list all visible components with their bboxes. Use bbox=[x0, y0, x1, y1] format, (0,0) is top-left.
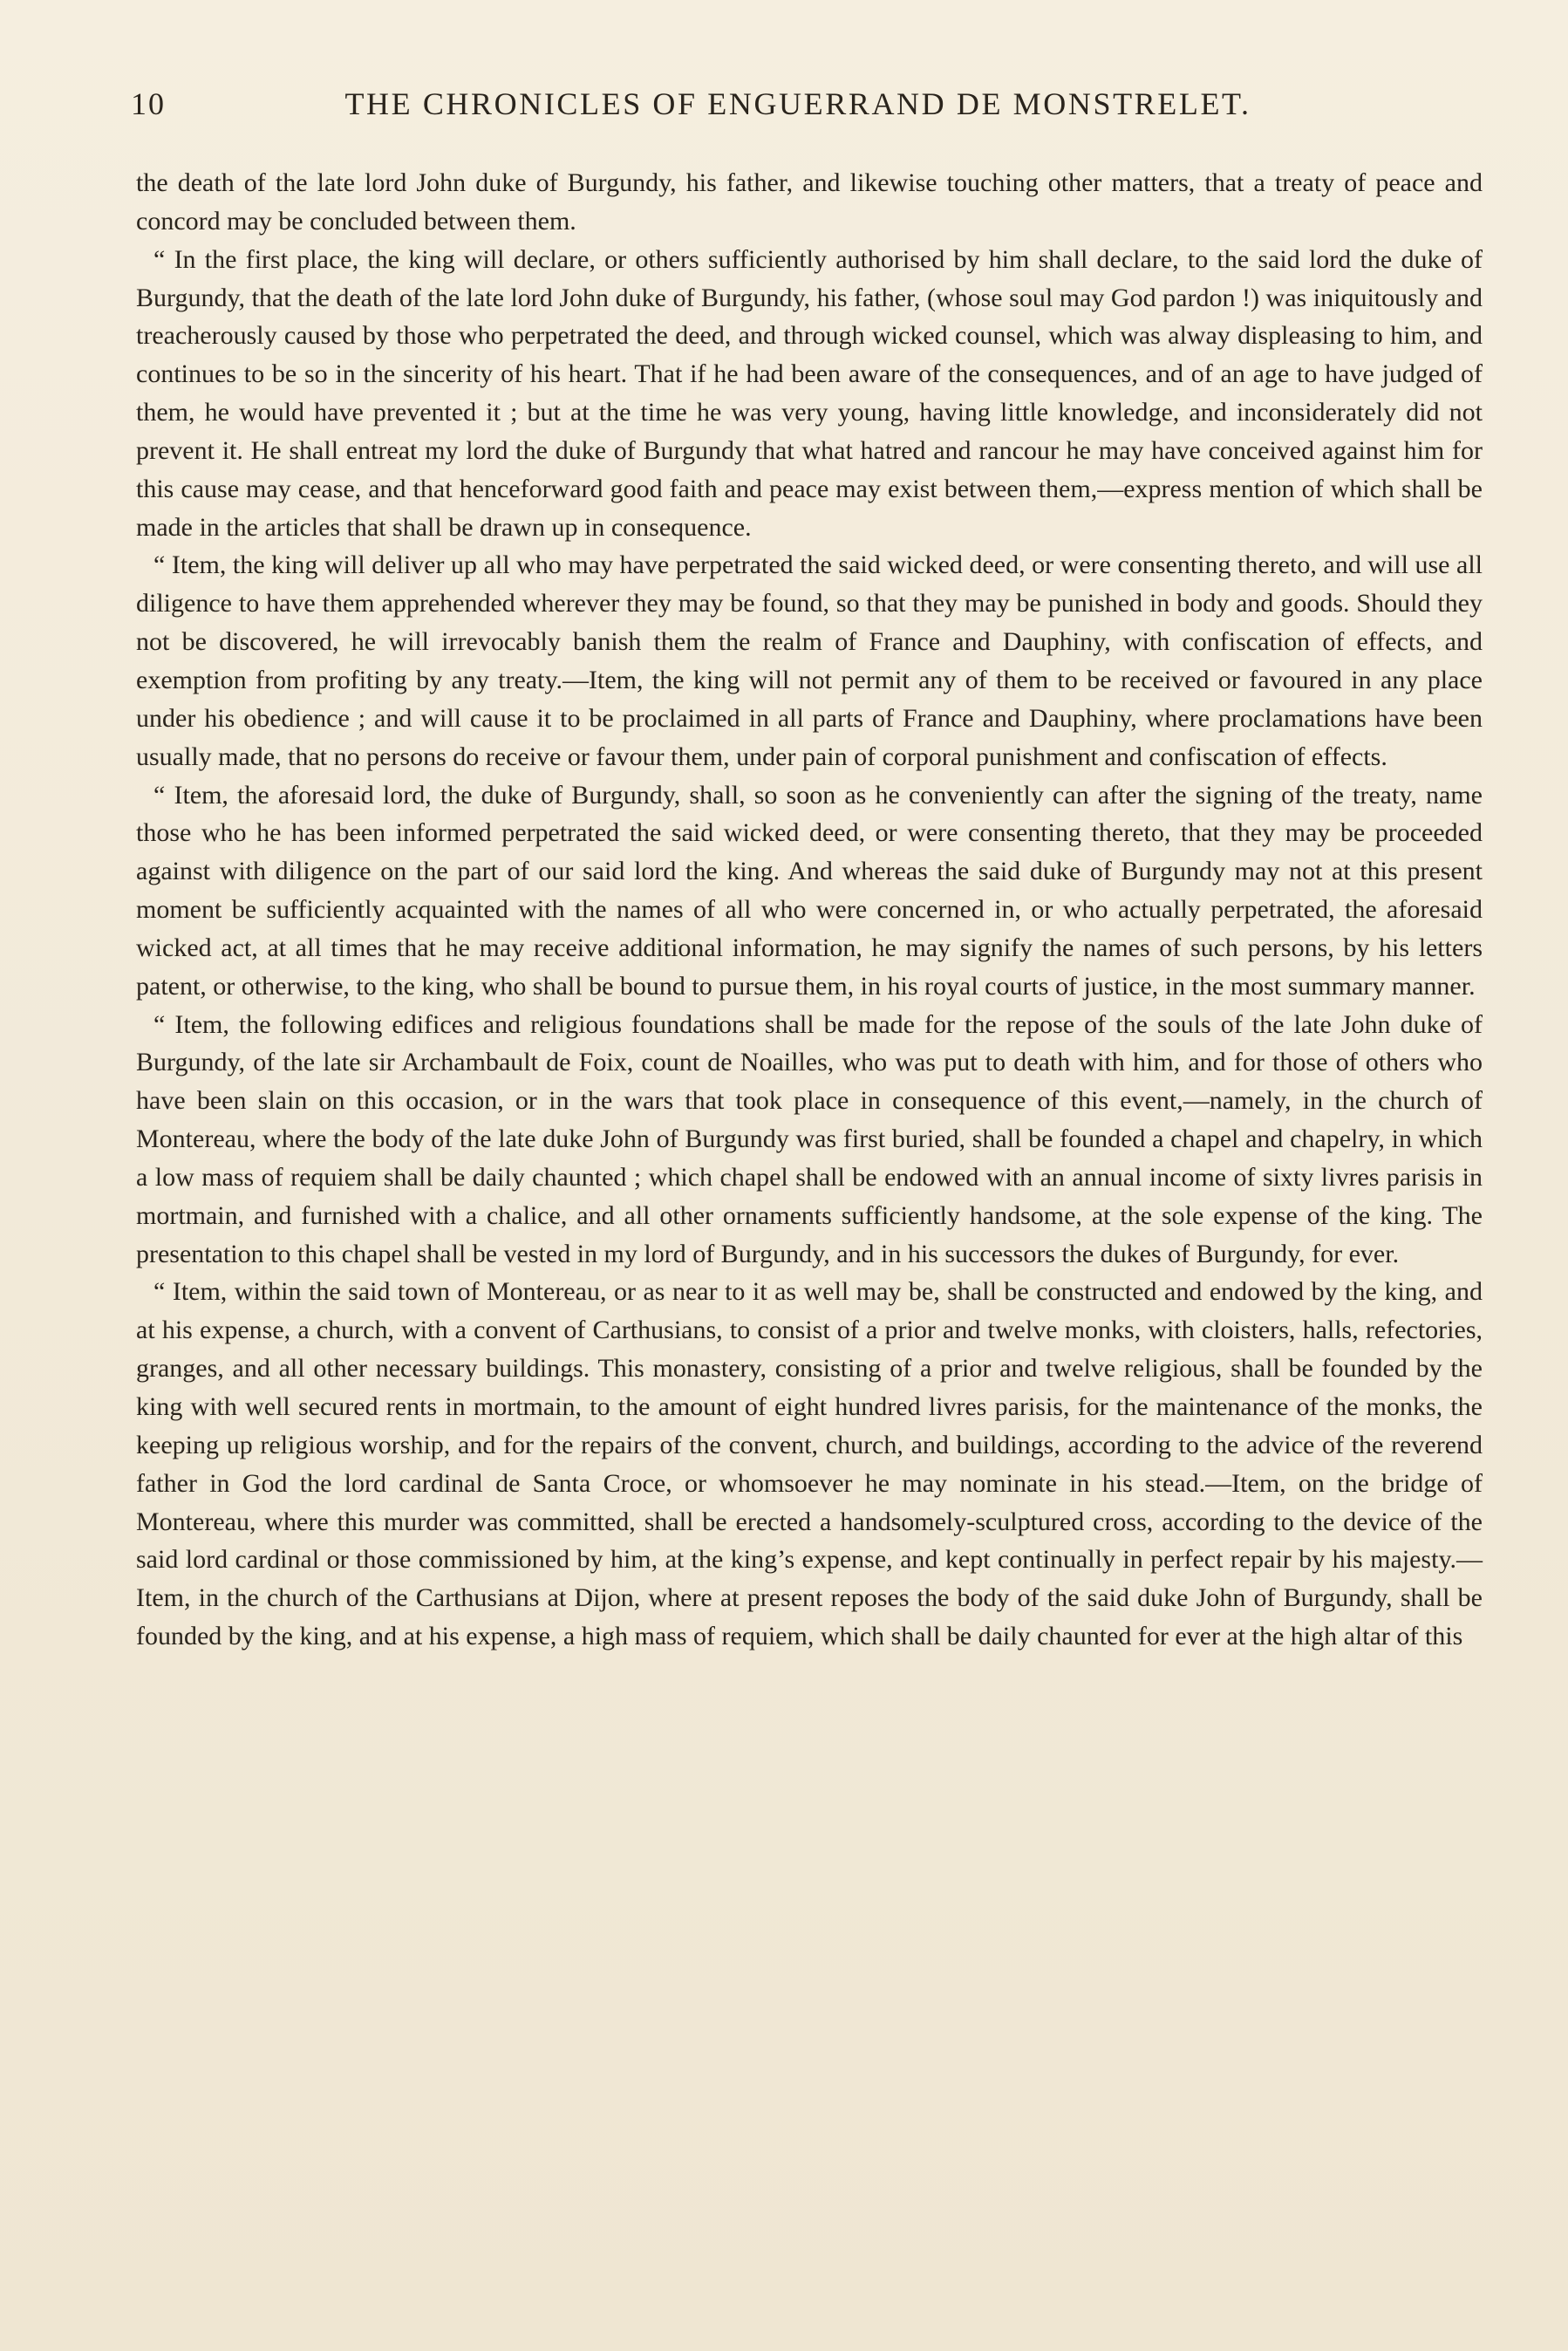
running-title: THE CHRONICLES OF ENGUERRAND DE MONSTRELET. bbox=[344, 86, 1251, 121]
paragraph-continuation: the death of the late lord John duke of Burgundy, his father, and likewise touching other matters, that a treaty of peace and concord may be concluded between them. bbox=[136, 168, 1483, 236]
paragraph-item-montereau-church: “ Item, within the said town of Montereau, or as near to it as well may be, shall be constructed and endowed by the king, and at his expense, a church, with a convent of Carthusians, to consist of a prior and twelve monks, with cloisters, halls, refectories, granges, and all other necessary buildings. This monastery, consisting of a prior and twelve religious, shall be founded by the king with well secured rents in mortmain, to the amount of eight hundred livres parisis, for the maintenance of the monks, the keeping up religious worship, and for the repairs of the convent, church, and buildings, according to the advice of the reverend father in God the lord cardinal de Santa Croce, or whomsoever he may nominate in his stead.—Item, on the bridge of Montereau, where this murder was committed, shall be erected a handsomely-sculptured cross, according to the device of the said lord cardinal or those commissioned by him, at the king’s expense, and kept continually in perfect repair by his majesty.—Item, in the church of the Carthusians at Dijon, where at present reposes the body of the said duke John of Burgundy, shall be founded by the king, and at his expense, a high mass of requiem, which shall be daily chaunted for ever at the high altar of this bbox=[136, 1277, 1483, 1651]
paragraph-item-foundations: “ Item, the following edifices and religious foundations shall be made for the repose of the souls of the late John duke of Burgundy, of the late sir Archambault de Foix, count de Noailles, who was put to death with him, and for those of others who have been slain on this occasion, or in the wars that took place in consequence of this event,—namely, in the church of Montereau, where the body of the late duke John of Burgundy was first buried, shall be founded a chapel and chapelry, in which a low mass of requiem shall be daily chaunted ; which chapel shall be endowed with an annual income of sixty livres parisis in mortmain, and furnished with a chalice, and all other ornaments sufficiently handsome, at the sole expense of the king. The presentation to this chapel shall be vested in my lord of Burgundy, and in his successors the dukes of Burgundy, for ever. bbox=[136, 1009, 1483, 1268]
body-text bbox=[136, 164, 1483, 1656]
paragraph-first-place: “ In the first place, the king will declare, or others sufficiently authorised by him shall declare, to the said lord the duke of Burgundy, that the death of the late lord John duke of Burgundy, his father, (whose soul may God pardon !) was iniquitously and treacherously caused by those who perpetrated the deed, and through wicked counsel, which was alway displeasing to him, and continues to be so in the sincerity of his heart. That if he had been aware of the consequences, and of an age to have judged of them, he would have prevented it ; but at the time he was very young, having little knowledge, and inconsiderately did not prevent it. He shall entreat my lord the duke of Burgundy that what hatred and rancour he may have conceived against him for this cause may cease, and that henceforward good faith and peace may exist between them,—express mention of which shall be made in the articles that shall be drawn up in consequence. bbox=[136, 244, 1483, 542]
page-number: 10 bbox=[131, 86, 166, 121]
paragraph-item-deliver-up: “ Item, the king will deliver up all who may have perpetrated the said wicked deed, or were consenting thereto, and will use all diligence to have them apprehended wherever they may be found, so that they may be punished in body and goods. Should they not be discovered, he will irrevocably banish them the realm of France and Dauphiny, with confiscation of effects, and exemption from profiting by any treaty.—Item, the king will not permit any of them to be received or favoured in any place under his obedience ; and will cause it to be proclaimed in all parts of France and Dauphiny, where proclamations have been usually made, that no persons do receive or favour them, under pain of corporal punishment and confiscation of effects. bbox=[136, 550, 1483, 771]
running-head bbox=[131, 85, 1291, 129]
paragraph-item-duke-name: “ Item, the aforesaid lord, the duke of Burgundy, shall, so soon as he conveniently can after the signing of the treaty, name those who he has been informed perpetrated the said wicked deed, or were consenting thereto, that they may be proceeded against with diligence on the part of our said lord the king. And whereas the said duke of Burgundy may not at this present moment be sufficiently acquainted with the names of all who were concerned in, or who actually perpetrated, the aforesaid wicked act, at all times that he may receive additional information, he may signify the names of such persons, by his letters patent, or otherwise, to the king, who shall be bound to pursue them, in his royal courts of justice, in the most summary manner. bbox=[136, 780, 1483, 1001]
